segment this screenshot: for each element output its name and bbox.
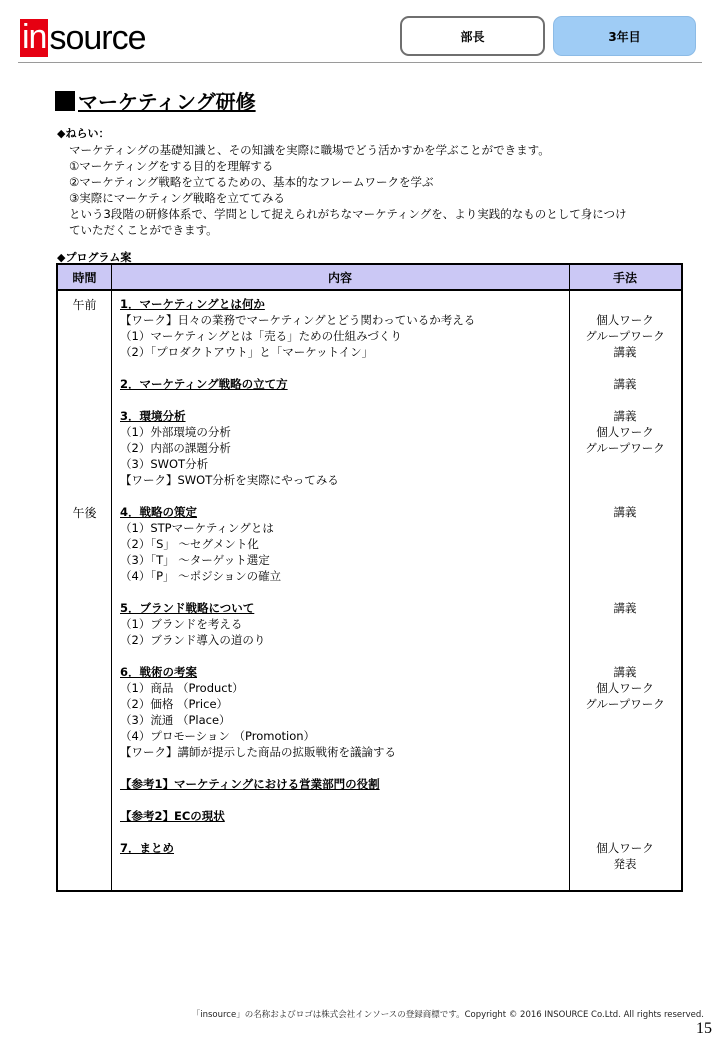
header-method: 手法: [612, 270, 637, 285]
content-line: （2）「S」 ～セグメント化: [120, 537, 259, 551]
method-item: 講義: [613, 345, 637, 359]
content-heading: 【参考1】マーケティングにおける営業部門の役割: [120, 777, 380, 791]
time-afternoon: 午後: [72, 506, 97, 520]
content-line: （2）ブランド導入の道のり: [120, 633, 266, 647]
time-morning: 午前: [72, 298, 97, 312]
content-heading: 2．マーケティング戦略の立て方: [120, 377, 288, 391]
content-heading: 4．戦略の策定: [120, 505, 198, 519]
content-line: 【ワーク】講師が提示した商品の拡販戦術を議論する: [120, 745, 396, 759]
content-line: （1）外部環境の分析: [120, 425, 231, 439]
method-item: 個人ワーク: [596, 681, 654, 695]
method-item: 個人ワーク: [596, 425, 654, 439]
content-line: （3）流通 （Place）: [120, 713, 231, 727]
content-line: （1）商品 （Product）: [120, 681, 244, 695]
aim-line: ②マーケティング戦略を立てるための、基本的なフレームワークを学ぶ: [69, 175, 434, 189]
method-item: 講義: [613, 665, 637, 679]
aim-label: ◆ねらい：: [57, 127, 110, 140]
method-item: 講義: [613, 409, 637, 423]
logo-rest: source: [49, 19, 146, 57]
content-heading: 【参考2】ECの現状: [120, 809, 225, 823]
content-line: （2）価格 （Price）: [120, 697, 229, 711]
content-heading: 3．環境分析: [120, 409, 186, 423]
aim-line: という3段階の研修体系で、学問として捉えられがちなマーケティングを、より実践的なものとして身につけ: [69, 207, 627, 221]
content-line: 【ワーク】SWOT分析を実際にやってみる: [120, 473, 339, 487]
content-line: 【ワーク】日々の業務でマーケティングとどう関わっているか考える: [120, 313, 476, 327]
aim-line: マーケティングの基礎知識と、その知識を実際に職場でどう活かすかを学ぶことができます。: [69, 143, 550, 157]
content-line: （3）SWOT分析: [120, 457, 209, 471]
content-line: （4）プロモーション （Promotion）: [120, 729, 316, 743]
page-title-text: マーケティング研修: [78, 90, 256, 114]
content-line: （1）ブランドを考える: [120, 617, 243, 631]
content-line: （2）「プロダクトアウト」と「マーケットイン」: [120, 345, 374, 359]
aim-line: ①マーケティングをする目的を理解する: [69, 159, 274, 173]
copyright-notice: 「insource」の名称およびロゴは株式会社インソースの登録商標です。Copyright © 2016 INSOURCE Co.Ltd. All rights reserved.: [191, 1010, 704, 1020]
page-number: 15: [696, 1020, 712, 1037]
method-item: 講義: [613, 505, 637, 519]
content-line: （3）「T」 ～ターゲット選定: [120, 553, 270, 567]
method-item: 個人ワーク: [596, 841, 654, 855]
header-divider: [18, 62, 702, 63]
content-heading: 7．まとめ: [120, 841, 175, 855]
program-label: ◆プログラム案: [57, 251, 132, 264]
role-tag: 部長: [400, 16, 545, 56]
content-heading: 1．マーケティングとは何か: [120, 297, 265, 311]
aim-description: [69, 142, 626, 238]
method-item: グループワーク: [585, 329, 665, 343]
year-tag: 3年目: [553, 16, 696, 56]
content-line: （1）STPマーケティングとは: [120, 521, 274, 535]
page-title: [55, 86, 256, 115]
content-line: （2）内部の課題分析: [120, 441, 231, 455]
content-heading: 5．ブランド戦略について: [120, 601, 255, 615]
table-header-row: [58, 265, 681, 291]
logo-highlight: in: [22, 18, 47, 56]
method-item: グループワーク: [585, 697, 665, 711]
method-item: 発表: [613, 857, 637, 871]
content-line: （1）マーケティングとは「売る」ための仕組みづくり: [120, 329, 402, 343]
insource-logo: [20, 18, 146, 58]
method-item: 個人ワーク: [596, 313, 654, 327]
column-divider: [111, 265, 112, 890]
content-line: （4）「P」 ～ポジションの確立: [120, 569, 282, 583]
content-heading: 6．戦術の考案: [120, 665, 198, 679]
method-item: 講義: [613, 377, 637, 391]
method-item: グループワーク: [585, 441, 665, 455]
header-content: 内容: [327, 270, 352, 285]
program-table: [56, 263, 683, 892]
header-time: 時間: [72, 270, 97, 285]
aim-line: ③実際にマーケティング戦略を立ててみる: [69, 191, 285, 205]
aim-line: ていただくことができます。: [69, 223, 218, 237]
title-square-icon: [55, 91, 75, 111]
method-item: 講義: [613, 601, 637, 615]
